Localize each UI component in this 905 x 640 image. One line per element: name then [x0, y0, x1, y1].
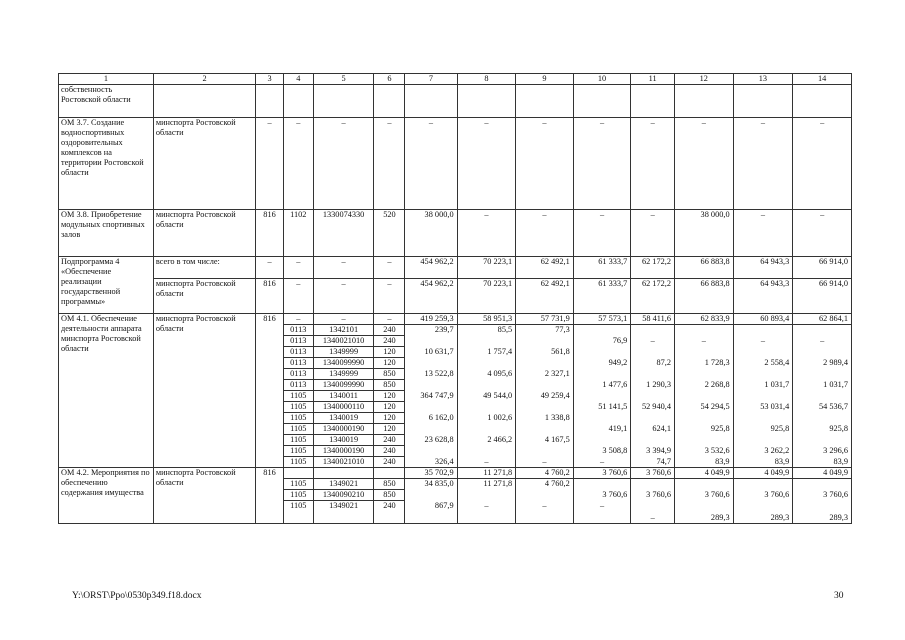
- dash-cell: –: [313, 257, 374, 279]
- budget-table: [58, 73, 852, 524]
- value-cell: 364 747,9: [405, 391, 457, 402]
- csr-cell: 1340019: [313, 413, 374, 424]
- header-cell: 8: [457, 74, 516, 85]
- value-cell: 2 268,8: [674, 380, 733, 391]
- value-cell: 85,5: [457, 325, 516, 336]
- rzpr-cell: 1105: [283, 391, 313, 402]
- vr-cell: 240: [374, 325, 405, 336]
- dash-cell: –: [256, 118, 284, 210]
- csr-cell: 1340019: [313, 435, 374, 446]
- value-cell: 3 394,9: [631, 446, 675, 457]
- table-row: [59, 210, 852, 257]
- csr-cell: 1340099990: [313, 358, 374, 369]
- vr-cell: 120: [374, 347, 405, 358]
- dash-cell: –: [631, 118, 675, 210]
- value-cell: 83,9: [793, 457, 852, 468]
- value-cell: 64 943,3: [733, 279, 793, 314]
- value-cell: 289,3: [793, 501, 852, 524]
- value-cell: 62 172,2: [631, 257, 675, 279]
- table-row: [59, 118, 852, 210]
- dash-cell: –: [674, 118, 733, 210]
- value-cell: 326,4: [405, 457, 457, 468]
- value-cell: 2 558,4: [733, 358, 793, 369]
- value-cell: 62 864,1: [793, 314, 852, 325]
- value-cell: 76,9: [573, 336, 631, 347]
- grbs-cell: 816: [256, 314, 284, 468]
- rzpr-cell: 1105: [283, 479, 313, 490]
- value-cell: 3 760,6: [631, 490, 675, 501]
- vr-cell: 120: [374, 391, 405, 402]
- rzpr-cell: 1105: [283, 501, 313, 524]
- vr-cell: 240: [374, 501, 405, 524]
- value-cell: 6 162,0: [405, 413, 457, 424]
- vr-cell: 120: [374, 424, 405, 435]
- value-cell: 23 628,8: [405, 435, 457, 446]
- value-cell: 11 271,8: [457, 479, 516, 490]
- dash-cell: –: [374, 257, 405, 279]
- value-cell: 3 296,6: [793, 446, 852, 457]
- value-cell: 52 940,4: [631, 402, 675, 413]
- value-cell: 54 294,5: [674, 402, 733, 413]
- header-cell: 12: [674, 74, 733, 85]
- vr-cell: 850: [374, 479, 405, 490]
- dash-cell: –: [793, 118, 852, 210]
- value-cell: 2 989,4: [793, 358, 852, 369]
- event-name-cell: Подпрограмма 4 «Обеспечение реализации государственной программы»: [59, 257, 154, 314]
- value-cell: 74,7: [631, 457, 675, 468]
- csr-cell: 1342101: [313, 325, 374, 336]
- value-cell: 1 290,3: [631, 380, 675, 391]
- value-cell: 83,9: [733, 457, 793, 468]
- value-cell: 419,1: [573, 424, 631, 435]
- vr-cell: 240: [374, 336, 405, 347]
- dash-cell: –: [283, 279, 313, 314]
- value-cell: 34 835,0: [405, 479, 457, 490]
- header-cell: 10: [573, 74, 631, 85]
- header-cell: 6: [374, 74, 405, 85]
- header-cell: 3: [256, 74, 284, 85]
- csr-cell: 1340000190: [313, 446, 374, 457]
- value-cell: 11 271,8: [457, 468, 516, 479]
- value-cell: 4 049,9: [793, 468, 852, 479]
- value-cell: –: [631, 501, 675, 524]
- table-row: [59, 279, 852, 314]
- dash-cell: –: [573, 118, 631, 210]
- dash-cell: –: [573, 210, 631, 257]
- dash-cell: –: [516, 501, 574, 524]
- rzpr-cell: 0113: [283, 358, 313, 369]
- dash-cell: –: [283, 118, 313, 210]
- rzpr-cell: 0113: [283, 325, 313, 336]
- value-cell: 3 760,6: [573, 490, 631, 501]
- csr-cell: 1349021: [313, 501, 374, 524]
- value-cell: 3 760,6: [733, 490, 793, 501]
- value-cell: 925,8: [674, 424, 733, 435]
- value-cell: 561,8: [516, 347, 574, 358]
- value-cell: 624,1: [631, 424, 675, 435]
- rzpr-cell: 0113: [283, 380, 313, 391]
- value-cell: 38 000,0: [674, 210, 733, 257]
- value-cell: 4 049,9: [674, 468, 733, 479]
- value-cell: 62 833,9: [674, 314, 733, 325]
- event-name-cell: ОМ 3.8. Приобретение модульных спортивных залов: [59, 210, 154, 257]
- value-cell: 57 731,9: [516, 314, 574, 325]
- dash-cell: –: [631, 210, 675, 257]
- table-row: [59, 468, 852, 479]
- value-cell: 83,9: [674, 457, 733, 468]
- value-cell: 289,3: [674, 501, 733, 524]
- csr-cell: 1340099990: [313, 380, 374, 391]
- value-cell: 3 508,8: [573, 446, 631, 457]
- rzpr-cell: 0113: [283, 369, 313, 380]
- value-cell: 61 333,7: [573, 279, 631, 314]
- value-cell: 3 532,6: [674, 446, 733, 457]
- dash-cell: –: [674, 336, 733, 347]
- grbs-cell: 816: [256, 468, 284, 524]
- rzpr-cell: 0113: [283, 336, 313, 347]
- value-cell: –: [573, 457, 631, 468]
- dash-cell: –: [313, 118, 374, 210]
- value-cell: 1 477,6: [573, 380, 631, 391]
- value-cell: 949,2: [573, 358, 631, 369]
- value-cell: 1 728,3: [674, 358, 733, 369]
- value-cell: 1 031,7: [793, 380, 852, 391]
- header-cell: 9: [516, 74, 574, 85]
- header-cell: 5: [313, 74, 374, 85]
- value-cell: 38 000,0: [405, 210, 457, 257]
- value-cell: 77,3: [516, 325, 574, 336]
- executor-cell: минспорта Ростовской области: [153, 468, 255, 524]
- vr-cell: 240: [374, 435, 405, 446]
- value-cell: 4 167,5: [516, 435, 574, 446]
- rzpr-cell: 1105: [283, 402, 313, 413]
- value-cell: 58 411,6: [631, 314, 675, 325]
- value-cell: 1 031,7: [733, 380, 793, 391]
- dash-cell: –: [283, 314, 313, 325]
- value-cell: 419 259,3: [405, 314, 457, 325]
- value-cell: 87,2: [631, 358, 675, 369]
- value-cell: 925,8: [733, 424, 793, 435]
- grbs-cell: 816: [256, 210, 284, 257]
- value-cell: 66 883,8: [674, 279, 733, 314]
- csr-cell: 1340021010: [313, 336, 374, 347]
- value-cell: 4 049,9: [733, 468, 793, 479]
- value-cell: 925,8: [793, 424, 852, 435]
- csr-cell: 1349999: [313, 369, 374, 380]
- event-name-cell: ОМ 3.7. Создание водноспортивных оздоровительных комплексов на территории Ростовской области: [59, 118, 154, 210]
- csr-cell: 1340021010: [313, 457, 374, 468]
- vr-cell: 850: [374, 490, 405, 501]
- value-cell: 3 262,2: [733, 446, 793, 457]
- rzpr-cell: 1105: [283, 490, 313, 501]
- rzpr-cell: 1105: [283, 424, 313, 435]
- dash-cell: –: [457, 118, 516, 210]
- value-cell: 289,3: [733, 501, 793, 524]
- executor-cell: минспорта Ростовской области: [153, 314, 255, 468]
- value-cell: 454 962,2: [405, 257, 457, 279]
- value-cell: 454 962,2: [405, 279, 457, 314]
- value-cell: 4 095,6: [457, 369, 516, 380]
- vr-cell: 240: [374, 457, 405, 468]
- value-cell: 61 333,7: [573, 257, 631, 279]
- value-cell: 53 031,4: [733, 402, 793, 413]
- value-cell: 70 223,1: [457, 257, 516, 279]
- footer-file-path: Y:\ORST\Ppo\0530p349.f18.docx: [72, 591, 202, 601]
- value-cell: 62 492,1: [516, 257, 574, 279]
- header-cell: 1: [59, 74, 154, 85]
- value-cell: 58 951,3: [457, 314, 516, 325]
- vr-cell: 520: [374, 210, 405, 257]
- value-cell: 2 327,1: [516, 369, 574, 380]
- header-row: [59, 74, 852, 85]
- value-cell: 1 002,6: [457, 413, 516, 424]
- executor-cell: минспорта Ростовской области: [153, 210, 255, 257]
- table-row: [59, 314, 852, 325]
- value-cell: 4 760,2: [516, 479, 574, 490]
- vr-cell: 240: [374, 446, 405, 457]
- value-cell: 70 223,1: [457, 279, 516, 314]
- value-cell: 10 631,7: [405, 347, 457, 358]
- value-cell: 4 760,2: [516, 468, 574, 479]
- value-cell: 2 466,2: [457, 435, 516, 446]
- dash-cell: –: [516, 210, 574, 257]
- value-cell: 66 883,8: [674, 257, 733, 279]
- value-cell: 49 259,4: [516, 391, 574, 402]
- grbs-cell: 816: [256, 279, 284, 314]
- executor-cell: минспорта Ростовской области: [153, 279, 255, 314]
- value-cell: 51 141,5: [573, 402, 631, 413]
- event-name-cell: ОМ 4.2. Мероприятия по обеспечению содержания имущества: [59, 468, 154, 524]
- rzpr-cell: 1105: [283, 413, 313, 424]
- csr-cell: 1349021: [313, 479, 374, 490]
- header-cell: 11: [631, 74, 675, 85]
- dash-cell: –: [793, 336, 852, 347]
- dash-cell: –: [457, 457, 516, 468]
- csr-cell: 1340090210: [313, 490, 374, 501]
- value-cell: 239,7: [405, 325, 457, 336]
- value-cell: 1 757,4: [457, 347, 516, 358]
- vr-cell: 850: [374, 380, 405, 391]
- executor-cell: всего в том числе:: [153, 257, 255, 279]
- dash-cell: –: [631, 336, 675, 347]
- dash-cell: –: [374, 314, 405, 325]
- dash-cell: –: [516, 457, 574, 468]
- csr-cell: 1340011: [313, 391, 374, 402]
- value-cell: 62 172,2: [631, 279, 675, 314]
- dash-cell: –: [313, 314, 374, 325]
- vr-cell: 120: [374, 402, 405, 413]
- vr-cell: 120: [374, 358, 405, 369]
- dash-cell: –: [283, 257, 313, 279]
- page-number: 30: [834, 591, 844, 601]
- value-cell: 35 702,9: [405, 468, 457, 479]
- header-cell: 4: [283, 74, 313, 85]
- table-row: [59, 85, 852, 118]
- dash-cell: –: [733, 336, 793, 347]
- value-cell: 62 492,1: [516, 279, 574, 314]
- dash-cell: –: [405, 118, 457, 210]
- value-cell: –: [573, 501, 631, 524]
- dash-cell: –: [516, 118, 574, 210]
- vr-cell: 120: [374, 413, 405, 424]
- csr-cell: 1340000110: [313, 402, 374, 413]
- csr-cell: 1330074330: [313, 210, 374, 257]
- value-cell: 13 522,8: [405, 369, 457, 380]
- dash-cell: –: [313, 279, 374, 314]
- header-cell: 13: [733, 74, 793, 85]
- dash-cell: –: [733, 210, 793, 257]
- dash-cell: –: [793, 210, 852, 257]
- table-row: [59, 257, 852, 279]
- vr-cell: 850: [374, 369, 405, 380]
- value-cell: 3 760,6: [631, 468, 675, 479]
- value-cell: 60 893,4: [733, 314, 793, 325]
- header-cell: 2: [153, 74, 255, 85]
- value-cell: 57 573,1: [573, 314, 631, 325]
- value-cell: 867,9: [405, 501, 457, 524]
- rzpr-cell: 1105: [283, 435, 313, 446]
- event-name-cell: ОМ 4.1. Обеспечение деятельности аппарата минспорта Ростовской области: [59, 314, 154, 468]
- dash-cell: –: [374, 279, 405, 314]
- header-cell: 14: [793, 74, 852, 85]
- value-cell: 3 760,6: [674, 490, 733, 501]
- value-cell: 54 536,7: [793, 402, 852, 413]
- value-cell: 64 943,3: [733, 257, 793, 279]
- dash-cell: –: [256, 257, 284, 279]
- dash-cell: –: [457, 501, 516, 524]
- rzpr-cell: 0113: [283, 347, 313, 358]
- csr-cell: 1340000190: [313, 424, 374, 435]
- rzpr-cell: 1105: [283, 446, 313, 457]
- rzpr-cell: 1102: [283, 210, 313, 257]
- rzpr-cell: 1105: [283, 457, 313, 468]
- value-cell: 1 338,8: [516, 413, 574, 424]
- value-cell: 66 914,0: [793, 257, 852, 279]
- value-cell: 3 760,6: [573, 468, 631, 479]
- dash-cell: –: [733, 118, 793, 210]
- csr-cell: 1349999: [313, 347, 374, 358]
- value-cell: 66 914,0: [793, 279, 852, 314]
- dash-cell: –: [374, 118, 405, 210]
- header-cell: 7: [405, 74, 457, 85]
- event-name-cell: собственность Ростовской области: [59, 85, 154, 118]
- value-cell: 49 544,0: [457, 391, 516, 402]
- value-cell: 3 760,6: [793, 490, 852, 501]
- executor-cell: минспорта Ростовской области: [153, 118, 255, 210]
- dash-cell: –: [457, 210, 516, 257]
